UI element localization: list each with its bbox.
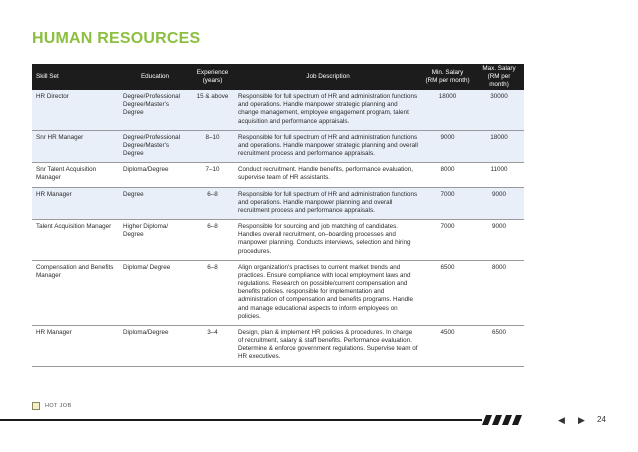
cell-education: Higher Diploma/ Degree bbox=[120, 220, 190, 261]
cell-skill: HR Director bbox=[32, 90, 120, 130]
cell-skill: Snr Talent Acquisition Manager bbox=[32, 163, 120, 187]
cell-max-salary: 18000 bbox=[474, 130, 524, 163]
cell-education: Degree bbox=[120, 187, 190, 220]
footer-stripe bbox=[492, 415, 502, 425]
cell-min-salary: 7000 bbox=[421, 220, 474, 261]
header-job-description: Job Description bbox=[235, 64, 421, 90]
header-education: Education bbox=[120, 64, 190, 90]
header-max-salary-line1: Max. Salary bbox=[482, 64, 516, 72]
salary-table bbox=[32, 64, 524, 367]
cell-min-salary: 9000 bbox=[421, 130, 474, 163]
cell-description: Design, plan & implement HR policies & procedures. In charge of recruitment, salary & staff benefits. Performance evaluation. Determine & enforce government regulations. Supervise team of HR executives. bbox=[235, 325, 421, 366]
cell-skill: Talent Acquisition Manager bbox=[32, 220, 120, 261]
cell-education: Degree/Professional Degree/Master's Degree bbox=[120, 130, 190, 163]
page-number: 24 bbox=[597, 415, 606, 424]
table-row bbox=[32, 130, 524, 163]
cell-max-salary: 9000 bbox=[474, 220, 524, 261]
cell-skill: Compensation and Benefits Manager bbox=[32, 260, 120, 325]
cell-education: Diploma/ Degree bbox=[120, 260, 190, 325]
cell-description: Conduct recruitment. Handle benefits, performance evaluation, supervise team of HR assistants. bbox=[235, 163, 421, 187]
header-skill-set: Skill Set bbox=[32, 64, 120, 90]
cell-education: Degree/Professional Degree/Master's Degree bbox=[120, 90, 190, 130]
cell-description: Responsible for full spectrum of HR and administration functions and operations. Handle manpower strategic planning and overall recruitment process and performance appraisals. bbox=[235, 130, 421, 163]
cell-description: Responsible for full spectrum of HR and administration functions and operations. Handle manpower planning and overall recruitment process and performance appraisals. bbox=[235, 187, 421, 220]
cell-max-salary: 8000 bbox=[474, 260, 524, 325]
header-experience-line2: (years) bbox=[202, 77, 223, 84]
triangle-left-icon[interactable]: ◀ bbox=[558, 415, 565, 425]
footer-bar bbox=[0, 415, 638, 425]
cell-min-salary: 18000 bbox=[421, 90, 474, 130]
table-row bbox=[32, 260, 524, 325]
cell-max-salary: 11000 bbox=[474, 163, 524, 187]
footer-stripe bbox=[482, 415, 492, 425]
table-row bbox=[32, 90, 524, 130]
header-max-salary-line2: (RM per month) bbox=[487, 72, 511, 89]
cell-max-salary: 9000 bbox=[474, 187, 524, 220]
cell-skill: HR Manager bbox=[32, 187, 120, 220]
cell-min-salary: 6500 bbox=[421, 260, 474, 325]
cell-skill: HR Manager bbox=[32, 325, 120, 366]
header-min-salary-line2: (RM per month) bbox=[425, 77, 470, 84]
cell-min-salary: 8000 bbox=[421, 163, 474, 187]
footer-stripe bbox=[502, 415, 512, 425]
cell-description: Align organization's practises to current market trends and practices. Ensure compliance with local employment laws and regulations. Research on possible/current compensation and benefits policies. responsible for implementation and administration of compensation and benefits programs. Handle and manage educational aspects to inform employees on policies. bbox=[235, 260, 421, 325]
table-row bbox=[32, 187, 524, 220]
legend bbox=[32, 401, 72, 411]
cell-skill: Snr HR Manager bbox=[32, 130, 120, 163]
table-row bbox=[32, 163, 524, 187]
cell-education: Diploma/Degree bbox=[120, 163, 190, 187]
cell-description: Responsible for full spectrum of HR and administration functions and operations. Handle manpower strategic planning and change management, employee engagement program, talent acquisition and performance appraisals. bbox=[235, 90, 421, 130]
cell-experience: 6–8 bbox=[190, 220, 235, 261]
footer-line bbox=[0, 419, 482, 421]
table-row bbox=[32, 220, 524, 261]
cell-min-salary: 4500 bbox=[421, 325, 474, 366]
footer-stripe bbox=[512, 415, 522, 425]
cell-experience: 8–10 bbox=[190, 130, 235, 163]
table-row bbox=[32, 325, 524, 366]
header-experience-line1: Experience bbox=[196, 68, 229, 76]
cell-experience: 6–8 bbox=[190, 187, 235, 220]
hot-job-swatch bbox=[32, 402, 40, 410]
header-min-salary bbox=[421, 64, 474, 90]
cell-experience: 15 & above bbox=[190, 90, 235, 130]
cell-experience: 7–10 bbox=[190, 163, 235, 187]
cell-max-salary: 6500 bbox=[474, 325, 524, 366]
cell-experience: 3–4 bbox=[190, 325, 235, 366]
header-experience bbox=[190, 64, 235, 90]
cell-education: Diploma/Degree bbox=[120, 325, 190, 366]
cell-experience: 6–8 bbox=[190, 260, 235, 325]
header-max-salary bbox=[474, 64, 524, 90]
table-header-row bbox=[32, 64, 524, 90]
cell-min-salary: 7000 bbox=[421, 187, 474, 220]
page-title: HUMAN RESOURCES bbox=[32, 30, 201, 47]
legend-label: HOT JOB bbox=[45, 403, 72, 409]
triangle-right-icon[interactable]: ▶ bbox=[578, 415, 585, 425]
cell-max-salary: 30000 bbox=[474, 90, 524, 130]
header-min-salary-line1: Min. Salary bbox=[431, 68, 464, 76]
cell-description: Responsible for sourcing and job matching of candidates. Handles overall recruitment, on–boarding processes and manpower planning. Conducts interviews, selection and hiring procedures. bbox=[235, 220, 421, 261]
